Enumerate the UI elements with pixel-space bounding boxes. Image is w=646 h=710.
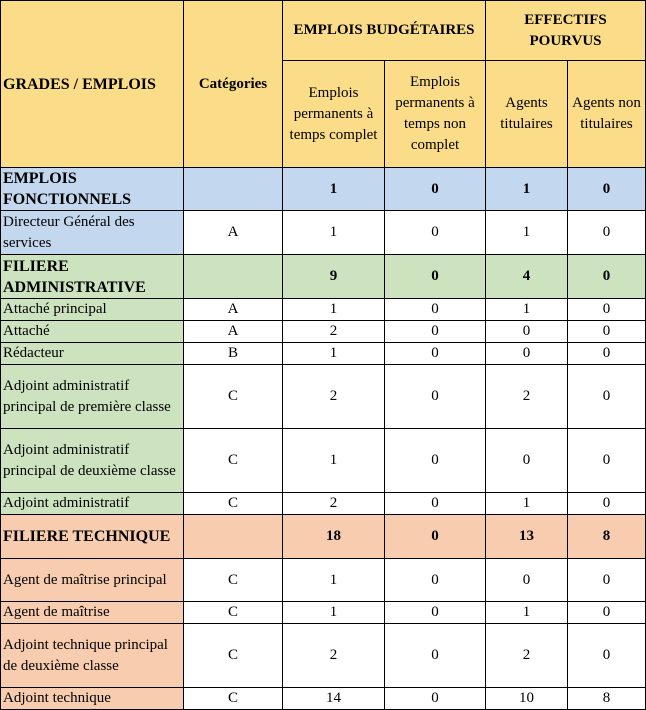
row-titulaires: 0 (486, 429, 568, 493)
row-category: C (184, 688, 283, 710)
section-label: EMPLOIS FONCTIONNELS (1, 168, 184, 211)
row-label: Agent de maîtrise principal (1, 559, 184, 602)
header-temps-non-complet: Emplois permanents à temps non complet (385, 61, 486, 168)
section-non-titulaires: 8 (568, 515, 646, 559)
row-complet: 1 (283, 602, 385, 624)
row-titulaires: 10 (486, 688, 568, 710)
section-non-complet: 0 (385, 255, 486, 299)
row-titulaires: 0 (486, 559, 568, 602)
section-complet: 9 (283, 255, 385, 299)
section-row (1, 168, 646, 211)
table-row (1, 688, 646, 710)
row-non-complet: 0 (385, 493, 486, 515)
row-titulaires: 1 (486, 493, 568, 515)
table-row (1, 559, 646, 602)
row-non-titulaires: 0 (568, 493, 646, 515)
row-label: Adjoint administratif principal de première classe (1, 365, 184, 429)
row-complet: 2 (283, 624, 385, 688)
row-non-titulaires: 0 (568, 624, 646, 688)
row-label: Agent de maîtrise (1, 602, 184, 624)
section-titulaires: 13 (486, 515, 568, 559)
row-label: Attaché principal (1, 299, 184, 321)
section-label: FILIERE ADMINISTRATIVE (1, 255, 184, 299)
row-category: C (184, 429, 283, 493)
row-category: A (184, 299, 283, 321)
row-complet: 2 (283, 321, 385, 343)
row-non-titulaires: 0 (568, 602, 646, 624)
row-non-complet: 0 (385, 429, 486, 493)
row-titulaires: 2 (486, 365, 568, 429)
header-effectifs-pourvus: EFFECTIFS POURVUS (486, 1, 646, 61)
row-complet: 1 (283, 559, 385, 602)
header-emplois-budgetaires: EMPLOIS BUDGÉTAIRES (283, 1, 486, 61)
table-row (1, 321, 646, 343)
row-non-complet: 0 (385, 343, 486, 365)
table-row (1, 429, 646, 493)
row-category: B (184, 343, 283, 365)
row-non-titulaires: 0 (568, 365, 646, 429)
row-non-complet: 0 (385, 365, 486, 429)
row-complet: 14 (283, 688, 385, 710)
row-category: C (184, 365, 283, 429)
row-complet: 1 (283, 211, 385, 255)
row-titulaires: 2 (486, 624, 568, 688)
row-non-titulaires: 0 (568, 343, 646, 365)
section-complet: 1 (283, 168, 385, 211)
section-titulaires: 1 (486, 168, 568, 211)
table-row (1, 211, 646, 255)
row-non-complet: 0 (385, 321, 486, 343)
row-titulaires: 0 (486, 343, 568, 365)
row-non-complet: 0 (385, 688, 486, 710)
header-non-titulaires: Agents non titulaires (568, 61, 646, 168)
row-complet: 1 (283, 429, 385, 493)
header-grades: GRADES / EMPLOIS (1, 1, 184, 168)
row-category: C (184, 602, 283, 624)
row-complet: 1 (283, 299, 385, 321)
header-temps-complet: Emplois permanents à temps complet (283, 61, 385, 168)
section-row (1, 515, 646, 559)
row-non-complet: 0 (385, 624, 486, 688)
row-label: Adjoint administratif principal de deuxième classe (1, 429, 184, 493)
section-titulaires: 4 (486, 255, 568, 299)
section-category (184, 168, 283, 211)
section-non-complet: 0 (385, 168, 486, 211)
row-non-titulaires: 0 (568, 211, 646, 255)
header-titulaires: Agents titulaires (486, 61, 568, 168)
section-non-complet: 0 (385, 515, 486, 559)
table-row (1, 493, 646, 515)
row-complet: 2 (283, 365, 385, 429)
table-row (1, 299, 646, 321)
row-non-complet: 0 (385, 211, 486, 255)
row-category: A (184, 321, 283, 343)
row-label: Directeur Général des services (1, 211, 184, 255)
table-row (1, 624, 646, 688)
row-non-titulaires: 0 (568, 299, 646, 321)
row-label: Attaché (1, 321, 184, 343)
row-non-titulaires: 8 (568, 688, 646, 710)
row-non-complet: 0 (385, 602, 486, 624)
section-non-titulaires: 0 (568, 255, 646, 299)
row-complet: 2 (283, 493, 385, 515)
row-non-complet: 0 (385, 299, 486, 321)
row-non-titulaires: 0 (568, 429, 646, 493)
row-label: Rédacteur (1, 343, 184, 365)
section-complet: 18 (283, 515, 385, 559)
section-category (184, 515, 283, 559)
row-category: C (184, 624, 283, 688)
row-category: A (184, 211, 283, 255)
row-complet: 1 (283, 343, 385, 365)
row-titulaires: 0 (486, 321, 568, 343)
row-label: Adjoint technique (1, 688, 184, 710)
row-label: Adjoint administratif (1, 493, 184, 515)
section-label: FILIERE TECHNIQUE (1, 515, 184, 559)
row-titulaires: 1 (486, 211, 568, 255)
row-category: C (184, 559, 283, 602)
row-titulaires: 1 (486, 299, 568, 321)
table-row (1, 602, 646, 624)
row-titulaires: 1 (486, 602, 568, 624)
section-row (1, 255, 646, 299)
section-non-titulaires: 0 (568, 168, 646, 211)
table-row (1, 365, 646, 429)
row-label: Adjoint technique principal de deuxième classe (1, 624, 184, 688)
row-non-complet: 0 (385, 559, 486, 602)
header-categories: Catégories (184, 1, 283, 168)
row-non-titulaires: 0 (568, 321, 646, 343)
table-row (1, 343, 646, 365)
row-category: C (184, 493, 283, 515)
section-category (184, 255, 283, 299)
row-non-titulaires: 0 (568, 559, 646, 602)
